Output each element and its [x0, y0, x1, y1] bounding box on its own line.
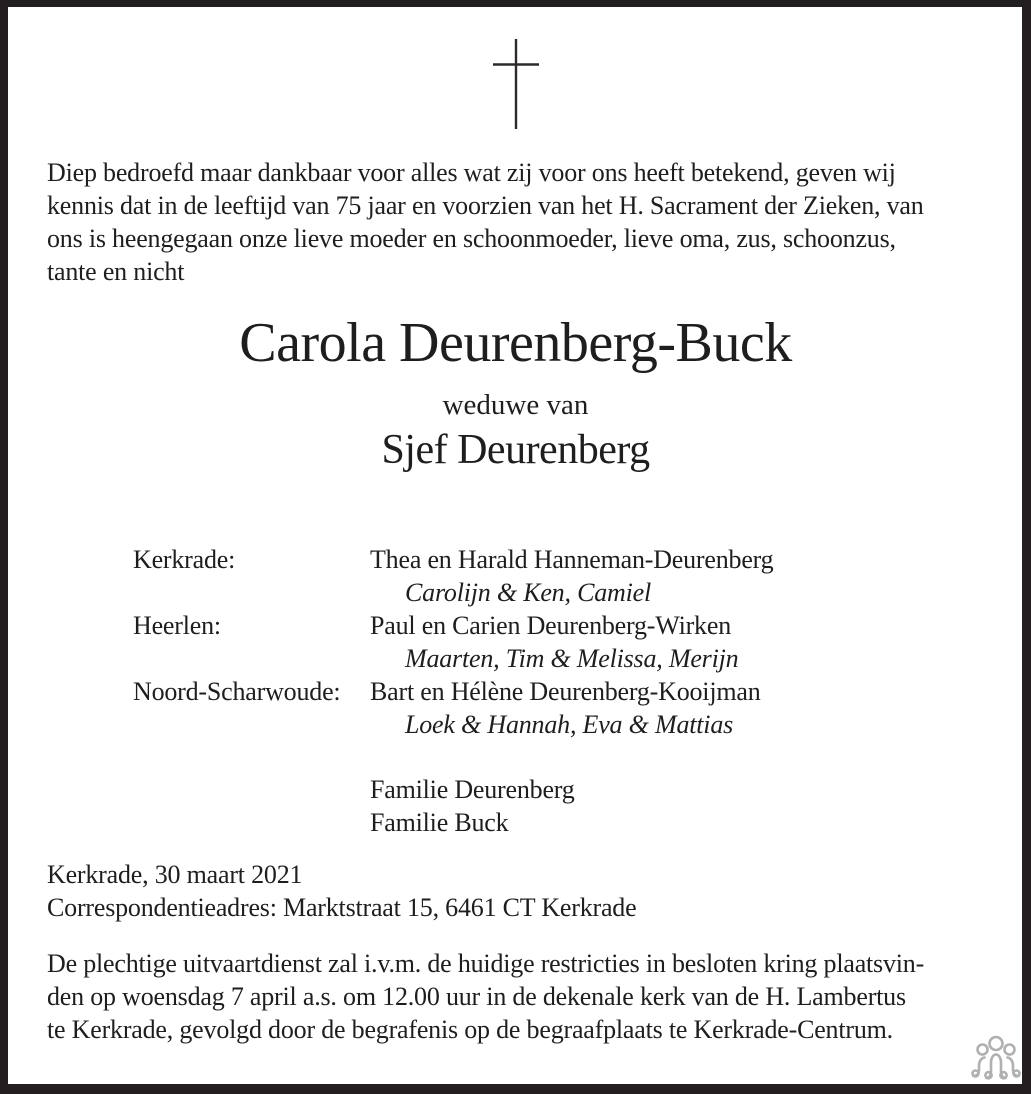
surviving-families: [370, 773, 575, 839]
cross-icon: [485, 36, 547, 136]
intro-line: kennis dat in de leeftijd van 75 jaar en voorzien van het H. Sacrament der Zieken, van: [47, 191, 924, 220]
family-children: Maarten, Tim & Melissa, Merijn: [405, 644, 739, 673]
family-place: Noord-Scharwoude:: [133, 677, 341, 706]
family-names: Thea en Harald Hanneman-Deurenberg: [370, 545, 774, 574]
family-children: Loek & Hannah, Eva & Mattias: [405, 710, 734, 739]
family-name-line: Familie Buck: [370, 808, 509, 837]
family-name-line: Familie Deurenberg: [370, 775, 575, 804]
correspondence-line: Correspondentieadres: Marktstraat 15, 6461 CT Kerkrade: [47, 893, 637, 922]
date-place-line: Kerkrade, 30 maart 2021: [47, 860, 303, 889]
spouse-name: Sjef Deurenberg: [381, 427, 650, 473]
people-group-icon: [969, 1031, 1023, 1085]
intro-line: tante en nicht: [47, 257, 185, 286]
family-row: [0, 609, 1031, 642]
relation-label: weduwe van: [442, 389, 589, 421]
family-list: [0, 543, 1031, 741]
family-place: Kerkrade:: [133, 545, 236, 574]
family-place: Heerlen:: [133, 611, 221, 640]
family-names: Bart en Hélène Deurenberg-Kooijman: [370, 677, 761, 706]
intro-paragraph: [47, 156, 986, 288]
family-children: Carolijn & Ken, Camiel: [405, 578, 651, 607]
family-row: [0, 543, 1031, 576]
intro-line: Diep bedroefd maar dankbaar voor alles wat zij voor ons heeft betekend, geven wij: [47, 158, 896, 187]
family-row: [0, 675, 1031, 708]
service-line: den op woensdag 7 april a.s. om 12.00 uur in de dekenale kerk van de H. Lambertus: [47, 982, 906, 1011]
service-line: te Kerkrade, gevolgd door de begrafenis op de begraafplaats te Kerkrade-Centrum.: [47, 1015, 893, 1044]
service-paragraph: [47, 947, 986, 1046]
family-names: Paul en Carien Deurenberg-Wirken: [370, 611, 731, 640]
service-line: De plechtige uitvaartdienst zal i.v.m. de huidige restricties in besloten kring plaatsvin-: [47, 949, 925, 978]
date-and-address: [47, 858, 636, 924]
intro-line: ons is heengegaan onze lieve moeder en schoonmoeder, lieve oma, zus, schoonzus,: [47, 224, 896, 253]
deceased-name: Carola Deurenberg-Buck: [239, 312, 792, 374]
